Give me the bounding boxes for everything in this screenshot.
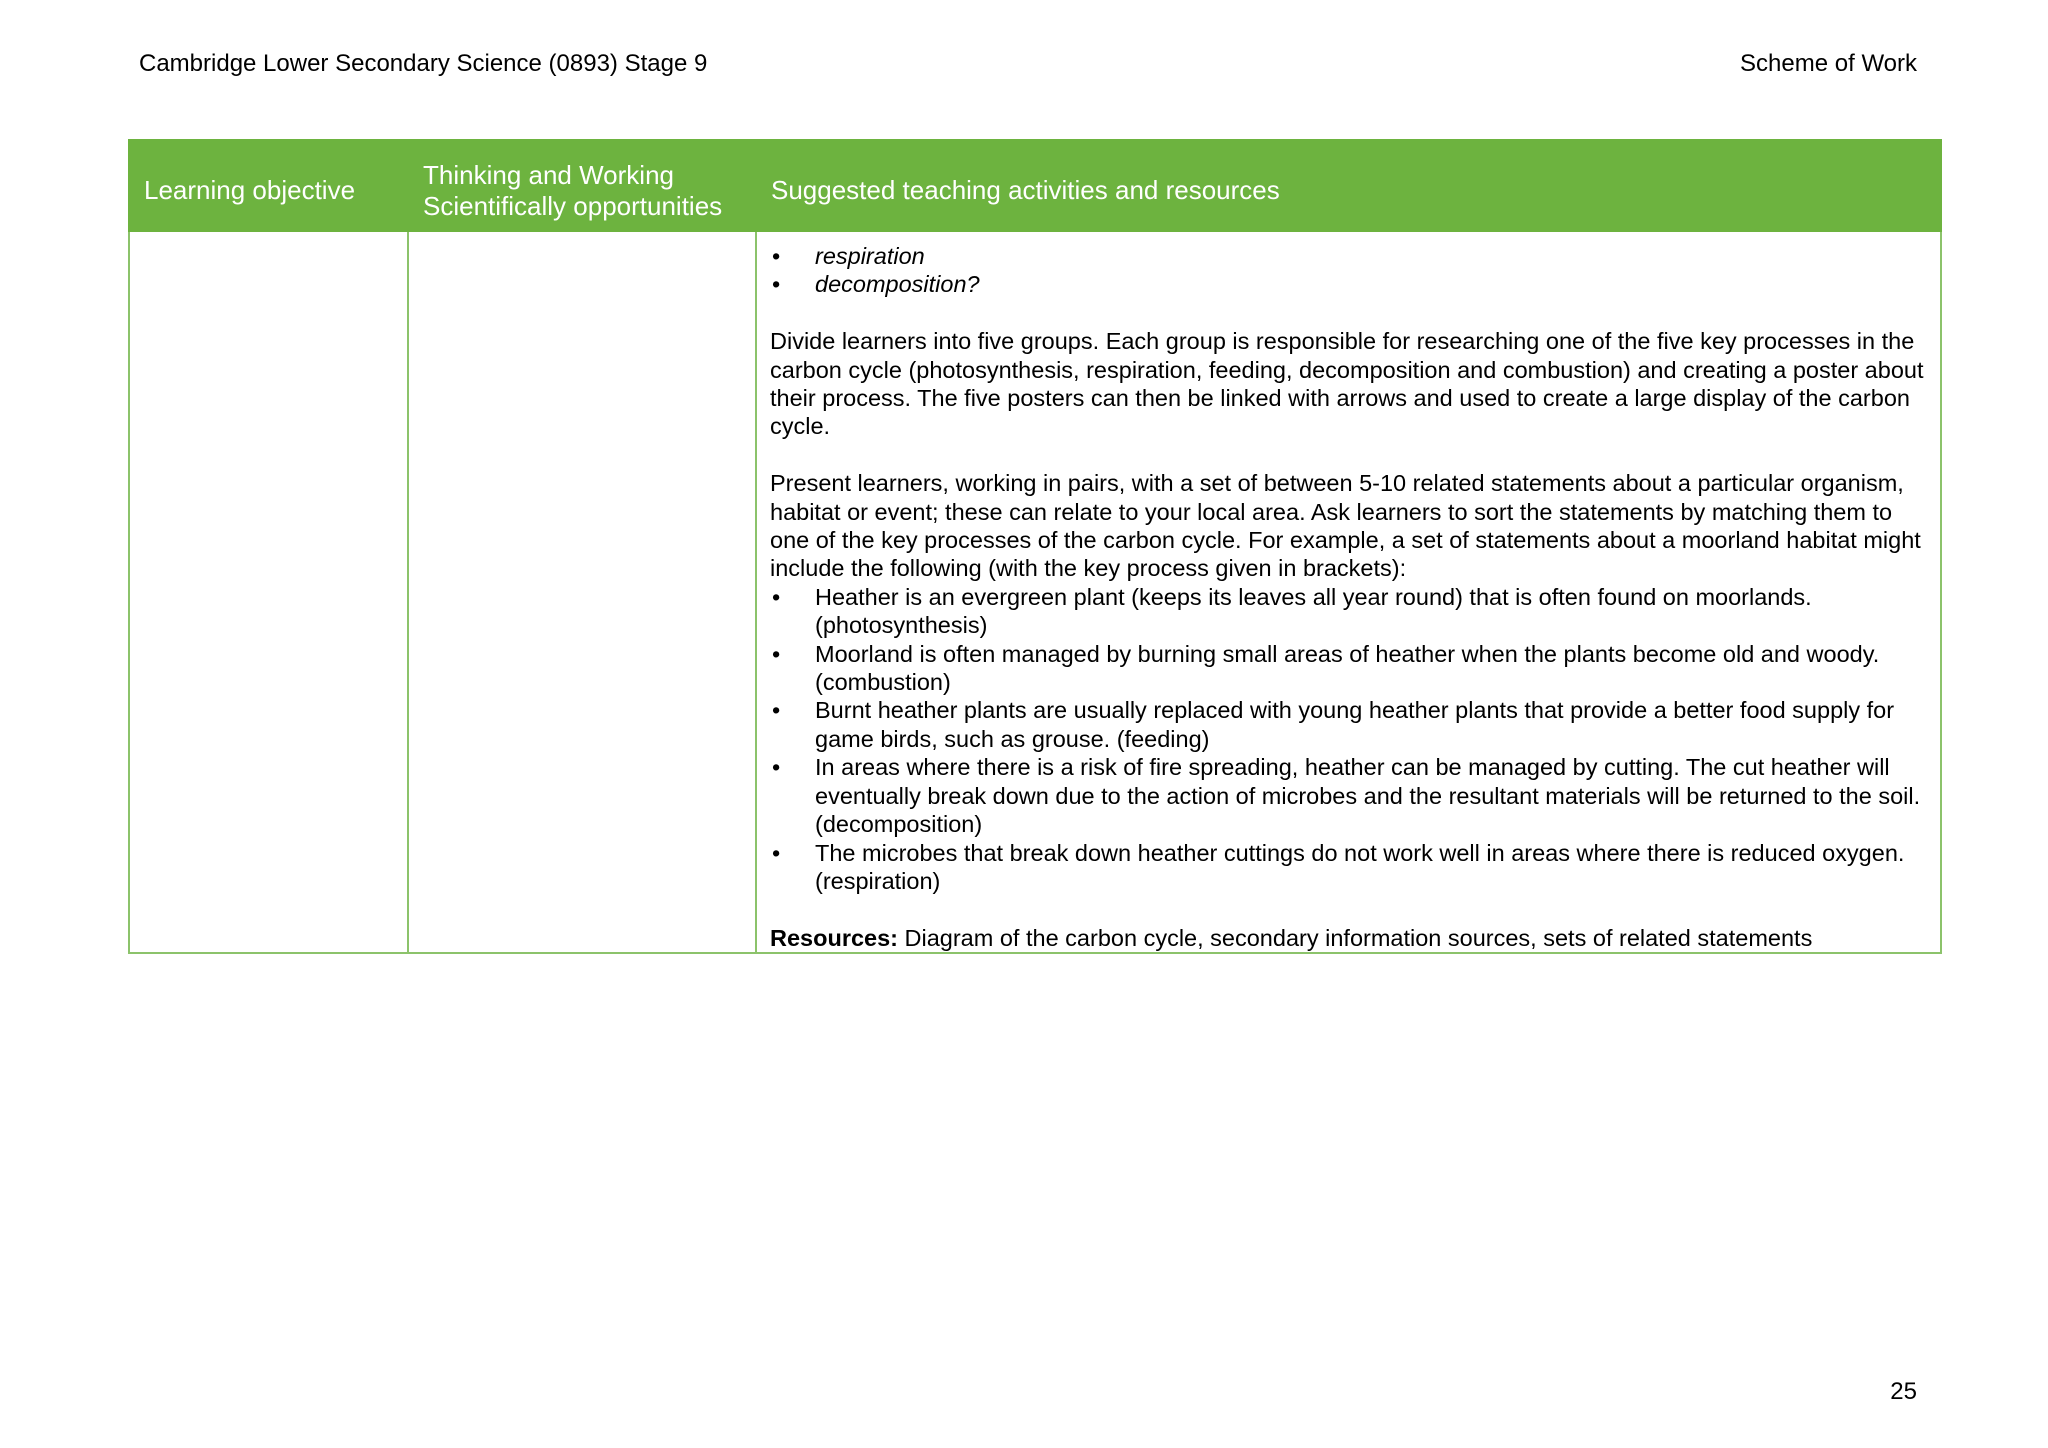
process-bullet-list (770, 242, 1926, 299)
scheme-of-work-table (128, 139, 1942, 954)
twso-cell (408, 231, 756, 953)
table-row (129, 231, 1941, 953)
column-header-learning-objective: Learning objective (129, 140, 408, 231)
bullet-icon: • (772, 697, 781, 724)
bullet-icon: • (772, 754, 781, 781)
list-item: • Burnt heather plants are usually replaced with young heather plants that provide a better food supply for game birds, such as grouse. (feeding) (772, 697, 1895, 752)
document-type: Scheme of Work (1740, 50, 1917, 77)
document-title: Cambridge Lower Secondary Science (0893) Stage 9 (139, 50, 708, 77)
list-item: • In areas where there is a risk of fire spreading, heather can be managed by cutting. The cut heather will eventually break down due to the action of microbes and the resultant materials will be returned to the soil. (decomposition) (772, 754, 1921, 838)
bullet-icon: • (772, 271, 781, 298)
list-item: • The microbes that break down heather cuttings do not work well in areas where there is reduced oxygen. (respiration) (772, 839, 1905, 894)
bullet-icon: • (772, 640, 781, 667)
list-item: • decomposition? (772, 271, 980, 298)
column-header-activities: Suggested teaching activities and resources (756, 140, 1941, 231)
activity-paragraph-posters: Divide learners into five groups. Each group is responsible for researching one of the five key processes in the carbon cycle (photosynthesis, respiration, feeding, decomposition and combustion) and creating a poster about their process. The five posters can then be linked with arrows and used to create a large display of the carbon cycle. (770, 328, 1924, 440)
page-number: 25 (1890, 1378, 1917, 1405)
resources-label: Resources: (770, 924, 898, 951)
list-item: • Heather is an evergreen plant (keeps its leaves all year round) that is often found on moorlands. (photosynthesis) (772, 583, 1812, 639)
bullet-icon: • (772, 583, 781, 610)
resources-line (770, 924, 1926, 952)
column-header-twso: Thinking and Working Scientifically opportunities (408, 140, 756, 231)
list-item: • Moorland is often managed by burning small areas of heather when the plants become old and woody. (combustion) (772, 640, 1880, 696)
activity-paragraph-statements: Present learners, working in pairs, with a set of between 5-10 related statements about a particular organism, habitat or event; these can relate to your local area. Ask learners to sort the statements by matching them to one of the key processes of the carbon cycle. For example, a set of statements about a moorland habitat might include the following (with the key process given in brackets): (770, 470, 1921, 582)
activities-cell (756, 231, 1941, 953)
bullet-icon: • (772, 243, 781, 269)
resources-text: Diagram of the carbon cycle, secondary information sources, sets of related statements (898, 924, 1813, 951)
learning-objective-cell (129, 231, 408, 953)
table-header-row (129, 140, 1941, 231)
bullet-icon: • (772, 839, 781, 866)
statement-bullet-list (770, 583, 1926, 895)
list-item: • respiration (772, 243, 925, 269)
